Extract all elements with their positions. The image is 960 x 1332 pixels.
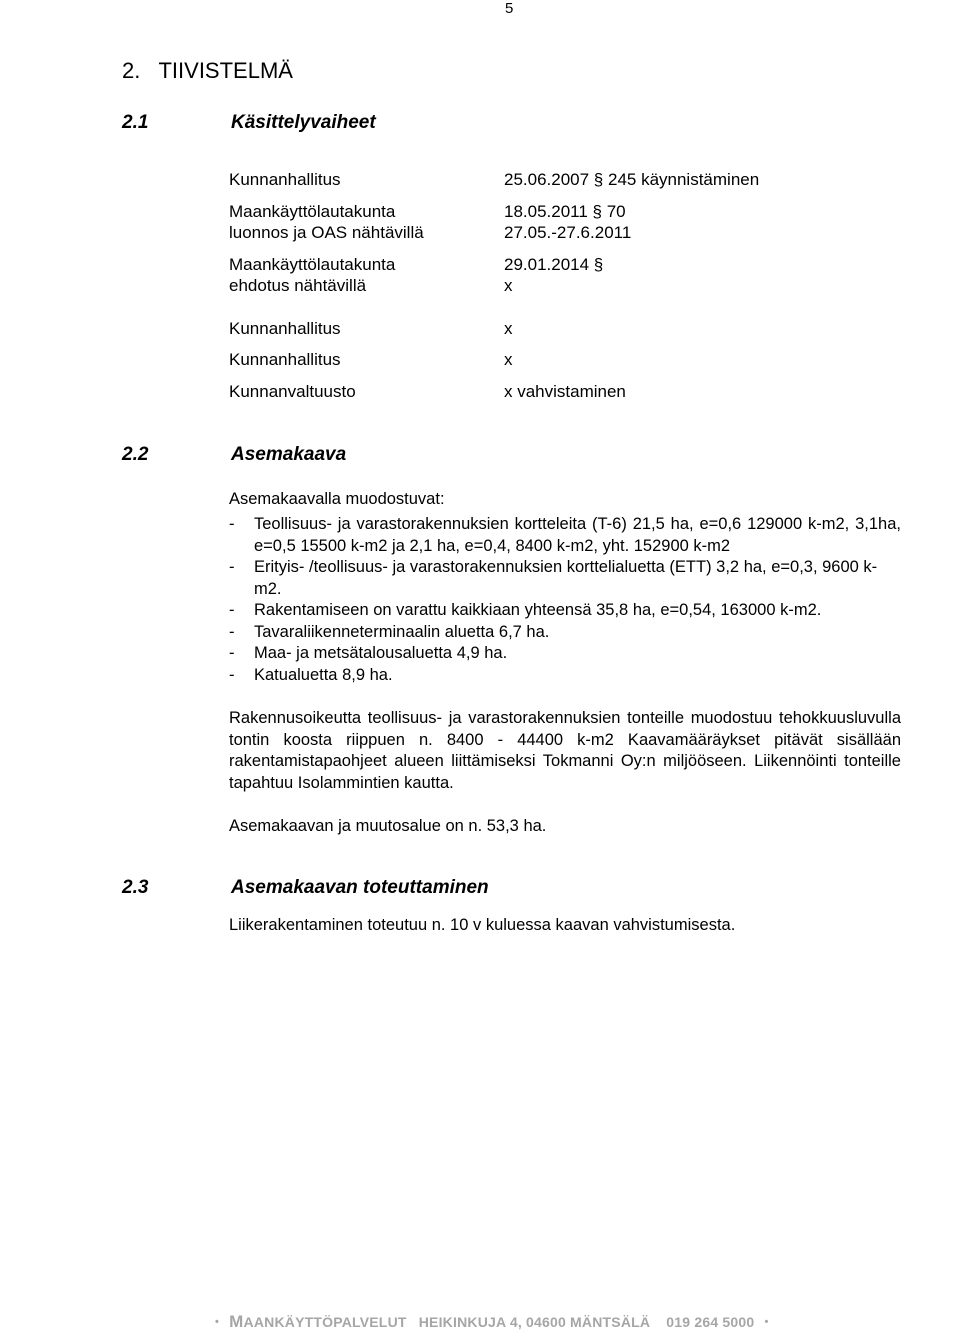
section-heading-2-1 — [122, 112, 522, 136]
section-number: 2.3 — [122, 877, 149, 898]
plan-intro: Asemakaavalla muodostuvat: — [229, 490, 445, 508]
footer-bullet: • — [764, 1316, 769, 1328]
step-label: Maankäyttölautakunta — [229, 202, 396, 221]
section-title: Käsittelyvaiheet — [231, 112, 376, 133]
building-rights-paragraph: Rakennusoikeutta teollisuus- ja varastorakennuksien tonteille muodostuu tehokkuusluvulla tontin koosta riippuen n. 8400 - 44400 k-m2 Kaavamääräykset pitävät sisällään rakentamistapaohjeet alueen liittämiseksi Tokmanni Oy:n miljööseen. Liikennöinti tonteille tapahtuu Isolammintien kautta. — [229, 709, 901, 792]
chapter-number: 2. — [122, 58, 141, 83]
list-item — [229, 643, 901, 665]
footer-phone: 019 264 5000 — [666, 1314, 755, 1330]
list-dash: - — [229, 601, 235, 619]
list-item — [229, 622, 901, 644]
section-number: 2.2 — [122, 444, 149, 465]
list-dash: - — [229, 644, 235, 662]
list-item-text: Teollisuus- ja varastorakennuksien kortteleita (T-6) 21,5 ha, e=0,6 129000 k-m2, 3,1ha, e=0,5 15500 k-m2 ja 2,1 ha, e=0,4, 8400 k-m2, yht. 152900 k-m2 — [254, 515, 901, 555]
plan-total-area: Asemakaavan ja muutosalue on n. 53,3 ha. — [229, 817, 547, 835]
footer-bullet: • — [215, 1316, 220, 1328]
step-value: x vahvistaminen — [504, 382, 626, 401]
step-value: 27.05.-27.6.2011 — [504, 223, 632, 242]
section-number: 2.1 — [122, 112, 149, 133]
chapter-title: TIIVISTELMÄ — [158, 58, 293, 83]
list-item-text: Tavaraliikenneterminaalin aluetta 6,7 ha. — [254, 623, 550, 641]
section-title: Asemakaavan toteuttaminen — [231, 877, 489, 898]
footer-brand — [229, 1314, 406, 1330]
page-number: 5 — [505, 0, 514, 17]
step-value: 18.05.2011 § 70 — [504, 202, 626, 221]
list-item-text: Rakentamiseen on varattu kaikkiaan yhteensä 35,8 ha, e=0,54, 163000 k-m2. — [254, 601, 822, 619]
section-heading-2-2 — [122, 444, 522, 468]
step-label: Kunnanhallitus — [229, 170, 341, 189]
page-footer — [215, 1312, 769, 1332]
list-item — [229, 665, 901, 687]
list-item — [229, 514, 901, 557]
step-label: Kunnanhallitus — [229, 350, 341, 369]
list-item — [229, 600, 901, 622]
list-dash: - — [229, 515, 235, 533]
step-label: Kunnanvaltuusto — [229, 382, 356, 401]
footer-brand-initial: M — [229, 1312, 244, 1331]
step-label: Maankäyttölautakunta — [229, 255, 396, 274]
list-dash: - — [229, 558, 235, 576]
footer-brand-rest: AANKÄYTTÖPALVELUT — [243, 1314, 407, 1330]
list-item-text: Maa- ja metsätalousaluetta 4,9 ha. — [254, 644, 508, 662]
step-value: 29.01.2014 § — [504, 255, 604, 274]
footer-address: HEIKINKUJA 4, 04600 MÄNTSÄLÄ — [418, 1314, 651, 1330]
step-label: Kunnanhallitus — [229, 319, 341, 338]
list-dash: - — [229, 623, 235, 641]
step-value: x — [504, 319, 513, 338]
step-value: x — [504, 350, 513, 369]
section-title: Asemakaava — [231, 444, 347, 465]
section-heading-2-3 — [122, 877, 622, 901]
list-item-text: Erityis- /teollisuus- ja varastorakennuksien korttelialuetta (ETT) 3,2 ha, e=0,3, 9600 k-m2. — [254, 558, 878, 598]
step-value: 25.06.2007 § 245 käynnistäminen — [504, 170, 760, 189]
step-label: luonnos ja OAS nähtävillä — [229, 223, 424, 242]
step-value: x — [504, 276, 513, 295]
list-dash: - — [229, 666, 235, 684]
step-label: ehdotus nähtävillä — [229, 276, 367, 295]
chapter-heading — [122, 58, 293, 84]
list-item-text: Katualuetta 8,9 ha. — [254, 666, 393, 684]
implementation-text: Liikerakentaminen toteutuu n. 10 v kuluessa kaavan vahvistumisesta. — [229, 916, 736, 934]
